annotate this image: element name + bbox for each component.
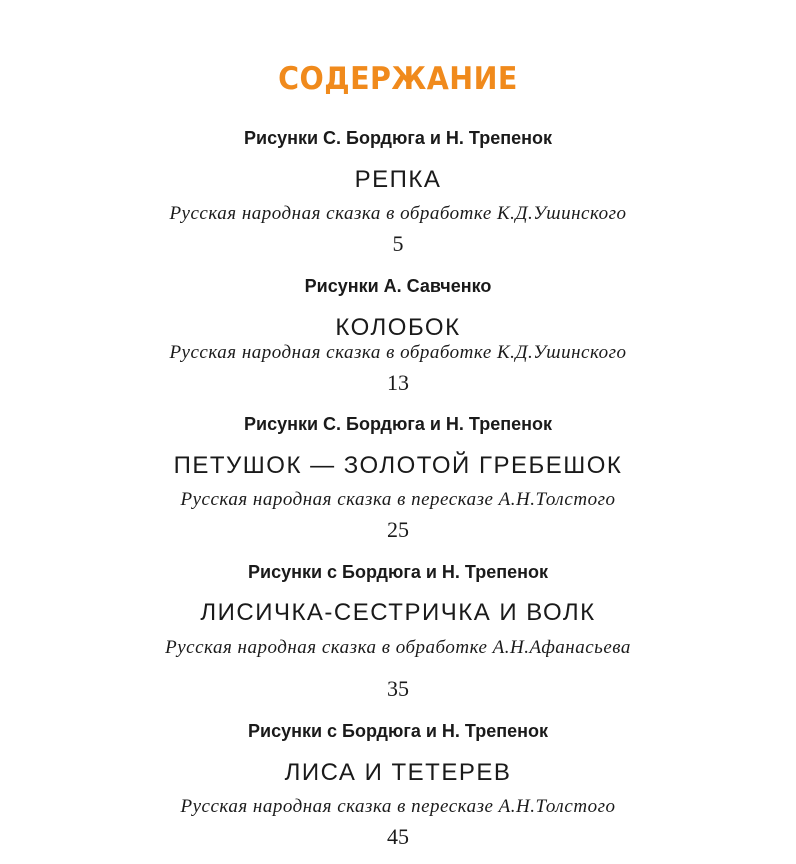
entry-1-subtitle: Русская народная сказка в обработке К.Д.Ушинского xyxy=(169,203,627,224)
entry-4-title[interactable]: ЛИСИЧКА-СЕСТРИЧКА И ВОЛК xyxy=(200,599,596,626)
entry-4-subtitle: Русская народная сказка в обработке А.Н.Афанасьева xyxy=(165,637,631,658)
entry-3-title[interactable]: ПЕТУШОК — ЗОЛОТОЙ ГРЕБЕШОК xyxy=(173,452,623,479)
entry-5-subtitle: Русская народная сказка в пересказе А.Н.Толстого xyxy=(180,796,616,817)
entry-2-subtitle: Русская народная сказка в обработке К.Д.Ушинского xyxy=(169,342,627,363)
entry-4-credit: Рисунки с Бордюга и Н. Трепенок xyxy=(248,562,548,582)
entry-5-page-number[interactable]: 45 xyxy=(387,824,409,849)
entry-5-credit: Рисунки с Бордюга и Н. Трепенок xyxy=(248,721,548,741)
entry-1-page-number[interactable]: 5 xyxy=(392,231,404,256)
entry-2-page-number[interactable]: 13 xyxy=(387,370,409,395)
entry-3-credit: Рисунки С. Бордюга и Н. Трепенок xyxy=(244,414,552,434)
entry-1-credit: Рисунки С. Бордюга и Н. Трепенок xyxy=(244,128,552,148)
entry-3-page-number[interactable]: 25 xyxy=(387,517,409,542)
entry-5-title[interactable]: ЛИСА И ТЕТЕРЕВ xyxy=(284,759,512,786)
entry-4-page-number[interactable]: 35 xyxy=(387,676,409,701)
entry-3-subtitle: Русская народная сказка в пересказе А.Н.Толстого xyxy=(180,489,616,510)
toc-heading: СОДЕРЖАНИЕ xyxy=(278,61,518,97)
entry-1-title[interactable]: РЕПКА xyxy=(354,166,442,193)
entry-2-title[interactable]: КОЛОБОК xyxy=(335,314,461,341)
entry-2-credit: Рисунки А. Савченко xyxy=(304,276,492,296)
